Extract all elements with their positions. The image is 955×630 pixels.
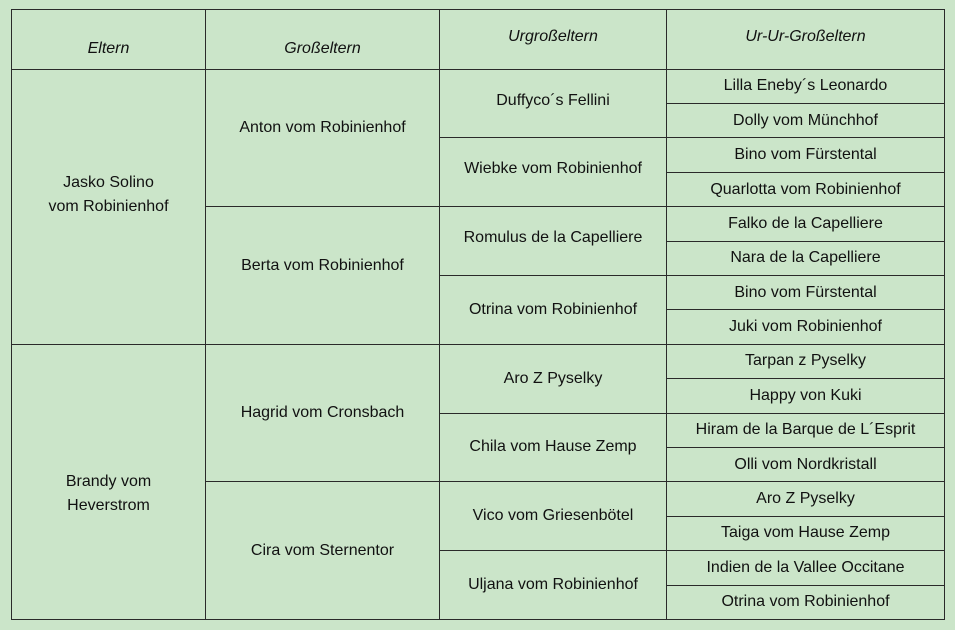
great-great-grandparent-cell: Taiga vom Hause Zemp bbox=[667, 516, 945, 550]
grandparent-cell: Cira vom Sternentor bbox=[206, 482, 440, 620]
parent-name-line1: Brandy vom bbox=[65, 472, 152, 490]
grandparent-cell: Anton vom Robinienhof bbox=[206, 69, 440, 207]
great-grandparent-cell: Uljana vom Robinienhof bbox=[440, 551, 667, 620]
great-grandparent-cell: Wiebke vom Robinienhof bbox=[440, 138, 667, 207]
great-great-grandparent-cell: Aro Z Pyselky bbox=[667, 482, 945, 516]
header-parents: Eltern bbox=[12, 10, 206, 70]
parent-name-line1: Jasko Solino bbox=[63, 173, 154, 191]
table-row bbox=[12, 344, 945, 378]
great-grandparent-cell: Romulus de la Capelliere bbox=[440, 207, 667, 276]
great-great-grandparent-cell: Bino vom Fürstental bbox=[667, 138, 945, 172]
header-great-great-grandparents: Ur-Ur-Großeltern bbox=[667, 10, 945, 70]
great-great-grandparent-cell: Bino vom Fürstental bbox=[667, 276, 945, 310]
table-row bbox=[12, 69, 945, 103]
great-grandparent-cell: Chila vom Hause Zemp bbox=[440, 413, 667, 482]
great-great-grandparent-cell: Tarpan z Pyselky bbox=[667, 344, 945, 378]
pedigree-table bbox=[11, 9, 945, 620]
great-great-grandparent-cell: Olli vom Nordkristall bbox=[667, 447, 945, 481]
grandparent-cell: Berta vom Robinienhof bbox=[206, 207, 440, 345]
great-great-grandparent-cell: Hiram de la Barque de L´Esprit bbox=[667, 413, 945, 447]
parent-cell bbox=[12, 69, 206, 344]
great-grandparent-cell: Vico vom Griesenbötel bbox=[440, 482, 667, 551]
grandparent-cell: Hagrid vom Cronsbach bbox=[206, 344, 440, 482]
parent-cell bbox=[12, 344, 206, 619]
great-great-grandparent-cell: Falko de la Capelliere bbox=[667, 207, 945, 241]
great-great-grandparent-cell: Nara de la Capelliere bbox=[667, 241, 945, 275]
parent-name-line2: vom Robinienhof bbox=[48, 197, 169, 215]
great-great-grandparent-cell: Dolly vom Münchhof bbox=[667, 104, 945, 138]
great-great-grandparent-cell: Indien de la Vallee Occitane bbox=[667, 551, 945, 585]
header-grandparents: Großeltern bbox=[206, 10, 440, 70]
great-great-grandparent-cell: Otrina vom Robinienhof bbox=[667, 585, 945, 619]
great-great-grandparent-cell: Happy von Kuki bbox=[667, 379, 945, 413]
great-great-grandparent-cell: Juki vom Robinienhof bbox=[667, 310, 945, 344]
great-grandparent-cell: Duffyco´s Fellini bbox=[440, 69, 667, 138]
great-great-grandparent-cell: Quarlotta vom Robinienhof bbox=[667, 172, 945, 206]
great-great-grandparent-cell: Lilla Eneby´s Leonardo bbox=[667, 69, 945, 103]
header-great-grandparents: Urgroßeltern bbox=[440, 10, 667, 70]
parent-name-line2: Heverstrom bbox=[67, 496, 150, 514]
great-grandparent-cell: Otrina vom Robinienhof bbox=[440, 276, 667, 345]
header-row bbox=[12, 10, 945, 70]
great-grandparent-cell: Aro Z Pyselky bbox=[440, 344, 667, 413]
